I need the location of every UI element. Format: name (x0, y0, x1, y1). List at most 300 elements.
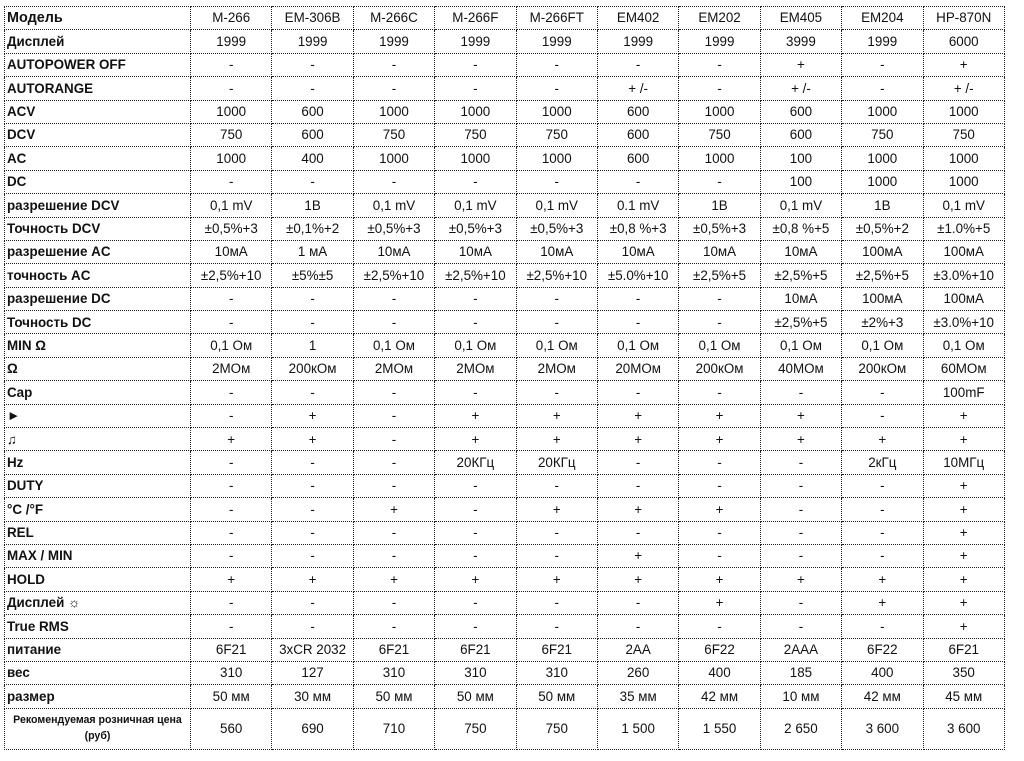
row-label: Дисплей (5, 30, 191, 53)
table-cell: - (191, 287, 272, 310)
table-cell: - (435, 498, 516, 521)
table-cell: - (842, 474, 923, 497)
table-cell: 600 (597, 100, 678, 123)
table-cell: 10мА (191, 240, 272, 263)
table-cell: - (272, 521, 353, 544)
table-cell: 750 (923, 123, 1004, 146)
table-cell: - (842, 544, 923, 567)
row-label: AUTORANGE (5, 77, 191, 100)
table-cell: 6F22 (842, 638, 923, 661)
table-cell: 10мА (760, 240, 841, 263)
table-cell: 10 мм (760, 685, 841, 708)
table-cell: - (679, 53, 760, 76)
row-label: вес (5, 661, 191, 684)
row-label: ► (5, 404, 191, 427)
table-cell: 50 мм (191, 685, 272, 708)
table-cell: 1000 (842, 100, 923, 123)
table-cell: ±2,5%+10 (435, 264, 516, 287)
table-cell: ±2,5%+5 (760, 311, 841, 334)
table-cell: ±2%+3 (842, 311, 923, 334)
table-cell: 127 (272, 661, 353, 684)
table-row (5, 615, 1005, 638)
table-cell: - (272, 498, 353, 521)
table-cell: 0,1 Ом (516, 334, 597, 357)
table-cell: - (272, 544, 353, 567)
table-cell: 100 (760, 170, 841, 193)
table-cell: - (842, 404, 923, 427)
header-cell-label: Модель (5, 7, 191, 30)
table-cell: + (923, 591, 1004, 614)
table-cell: 42 мм (679, 685, 760, 708)
table-cell: 10МГц (923, 451, 1004, 474)
table-cell: 6000 (923, 30, 1004, 53)
table-cell: - (679, 451, 760, 474)
table-cell: + (842, 428, 923, 451)
table-cell: ±3.0%+10 (923, 264, 1004, 287)
table-cell: + (679, 498, 760, 521)
table-row (5, 591, 1005, 614)
table-cell: 1999 (842, 30, 923, 53)
table-cell: - (191, 381, 272, 404)
table-row (5, 334, 1005, 357)
row-label: разрешение AC (5, 240, 191, 263)
table-cell: 600 (597, 147, 678, 170)
table-cell: - (760, 544, 841, 567)
table-cell: - (597, 287, 678, 310)
table-cell: - (516, 77, 597, 100)
table-cell: 0,1 Ом (353, 334, 434, 357)
table-cell: 1В (679, 194, 760, 217)
table-cell: + (516, 428, 597, 451)
table-cell: 260 (597, 661, 678, 684)
table-row (5, 287, 1005, 310)
table-cell: - (435, 77, 516, 100)
table-cell: 1 500 (597, 708, 678, 749)
table-cell: 1000 (353, 147, 434, 170)
row-label: DUTY (5, 474, 191, 497)
table-cell: - (353, 53, 434, 76)
table-cell: - (679, 521, 760, 544)
table-cell: - (516, 591, 597, 614)
header-cell-model: EM202 (679, 7, 760, 30)
table-cell: 0,1 Ом (597, 334, 678, 357)
table-cell: + (597, 498, 678, 521)
table-cell: 3xCR 2032 (272, 638, 353, 661)
table-cell: 50 мм (516, 685, 597, 708)
table-cell: 0,1 mV (191, 194, 272, 217)
header-row (5, 7, 1005, 30)
table-cell: ±0,5%+3 (435, 217, 516, 240)
table-row (5, 77, 1005, 100)
table-cell: 100мА (923, 287, 1004, 310)
row-label: ♫ (5, 428, 191, 451)
table-cell: - (353, 521, 434, 544)
row-label: MIN Ω (5, 334, 191, 357)
table-row (5, 30, 1005, 53)
table-cell: ±5.0%+10 (597, 264, 678, 287)
table-cell: 6F21 (191, 638, 272, 661)
table-cell: 2 650 (760, 708, 841, 749)
table-row (5, 521, 1005, 544)
table-cell: - (597, 591, 678, 614)
row-label: Ω (5, 357, 191, 380)
table-cell: - (353, 615, 434, 638)
table-cell: 0,1 mV (435, 194, 516, 217)
table-row (5, 428, 1005, 451)
table-cell: 6F21 (435, 638, 516, 661)
table-cell: - (435, 170, 516, 193)
table-cell: - (272, 474, 353, 497)
table-cell: - (272, 170, 353, 193)
table-cell: 1В (842, 194, 923, 217)
table-cell: 3 600 (842, 708, 923, 749)
table-cell: + (760, 404, 841, 427)
table-cell: 20КГц (516, 451, 597, 474)
table-cell: ±0,8 %+3 (597, 217, 678, 240)
row-label: HOLD (5, 568, 191, 591)
row-label: DCV (5, 123, 191, 146)
table-cell: 185 (760, 661, 841, 684)
table-cell: - (842, 77, 923, 100)
table-cell: 42 мм (842, 685, 923, 708)
table-cell: - (435, 287, 516, 310)
table-cell: 690 (272, 708, 353, 749)
table-cell: ±2,5%+10 (516, 264, 597, 287)
table-cell: - (353, 404, 434, 427)
table-cell: - (272, 311, 353, 334)
table-cell: - (516, 287, 597, 310)
table-cell: 1000 (353, 100, 434, 123)
table-row (5, 661, 1005, 684)
table-cell: 30 мм (272, 685, 353, 708)
table-cell: 10мА (353, 240, 434, 263)
table-cell: 2AA (597, 638, 678, 661)
table-cell: ±5%±5 (272, 264, 353, 287)
table-cell: 1В (272, 194, 353, 217)
table-cell: - (516, 170, 597, 193)
row-label: Дисплей ☼ (5, 591, 191, 614)
table-cell: 1999 (272, 30, 353, 53)
table-cell: - (516, 615, 597, 638)
table-cell: 0,1 mV (923, 194, 1004, 217)
table-cell: - (435, 544, 516, 567)
table-cell: - (191, 311, 272, 334)
table-cell: - (191, 170, 272, 193)
table-cell: 100mF (923, 381, 1004, 404)
table-cell: 20КГц (435, 451, 516, 474)
table-cell: - (435, 311, 516, 334)
table-cell: + (679, 404, 760, 427)
comparison-table-container (4, 6, 1005, 750)
table-cell: - (191, 451, 272, 474)
table-cell: 10мА (435, 240, 516, 263)
table-cell: 10мА (679, 240, 760, 263)
table-cell: + (923, 615, 1004, 638)
table-row (5, 451, 1005, 474)
table-cell: - (679, 287, 760, 310)
row-label: AUTOPOWER OFF (5, 53, 191, 76)
table-cell: - (435, 591, 516, 614)
table-cell: 350 (923, 661, 1004, 684)
table-cell: - (516, 544, 597, 567)
table-cell: 0,1 Ом (679, 334, 760, 357)
table-cell: 750 (435, 123, 516, 146)
table-cell: - (760, 381, 841, 404)
table-cell: 400 (679, 661, 760, 684)
table-cell: 2МОм (191, 357, 272, 380)
table-cell: 400 (842, 661, 923, 684)
table-cell: + (760, 53, 841, 76)
table-cell: - (597, 381, 678, 404)
table-cell: + (516, 404, 597, 427)
table-cell: - (191, 544, 272, 567)
table-cell: 100мА (842, 287, 923, 310)
table-cell: - (191, 53, 272, 76)
table-cell: 1999 (435, 30, 516, 53)
table-cell: - (842, 53, 923, 76)
table-cell: 50 мм (353, 685, 434, 708)
table-cell: - (760, 451, 841, 474)
table-cell: ±1.0%+5 (923, 217, 1004, 240)
table-cell: - (597, 53, 678, 76)
table-cell: + (191, 568, 272, 591)
table-cell: 3 600 (923, 708, 1004, 749)
table-row (5, 404, 1005, 427)
table-cell: + (353, 568, 434, 591)
table-cell: 1000 (923, 170, 1004, 193)
row-label: точность AC (5, 264, 191, 287)
table-row (5, 217, 1005, 240)
table-cell: - (597, 615, 678, 638)
table-cell: + (923, 521, 1004, 544)
table-cell: + (923, 498, 1004, 521)
row-label: AC (5, 147, 191, 170)
table-cell: ±0,5%+3 (353, 217, 434, 240)
table-cell: - (516, 53, 597, 76)
table-cell: + (597, 404, 678, 427)
table-cell: - (435, 381, 516, 404)
table-row (5, 170, 1005, 193)
table-cell: 1 (272, 334, 353, 357)
table-cell: - (516, 311, 597, 334)
table-cell: 100 (760, 147, 841, 170)
table-cell: + (842, 568, 923, 591)
row-label: MAX / MIN (5, 544, 191, 567)
table-cell: 0,1 Ом (435, 334, 516, 357)
table-cell: 710 (353, 708, 434, 749)
table-cell: 750 (191, 123, 272, 146)
table-cell: ±0,5%+3 (679, 217, 760, 240)
table-cell: - (435, 474, 516, 497)
table-cell: - (353, 428, 434, 451)
table-cell: 6F22 (679, 638, 760, 661)
row-label: Hz (5, 451, 191, 474)
table-cell: + (516, 498, 597, 521)
table-cell: - (679, 615, 760, 638)
table-row (5, 194, 1005, 217)
table-cell: 310 (353, 661, 434, 684)
table-cell: - (842, 381, 923, 404)
table-cell: 1999 (597, 30, 678, 53)
table-cell: 0.1 mV (597, 194, 678, 217)
table-cell: + (679, 591, 760, 614)
table-cell: 310 (191, 661, 272, 684)
table-cell: 0,1 Ом (760, 334, 841, 357)
table-cell: - (760, 521, 841, 544)
table-cell: ±2,5%+5 (679, 264, 760, 287)
table-row (5, 638, 1005, 661)
table-cell: - (353, 311, 434, 334)
table-cell: + (272, 428, 353, 451)
table-cell: + (760, 428, 841, 451)
table-cell: 10мА (516, 240, 597, 263)
table-row (5, 708, 1005, 749)
table-row (5, 474, 1005, 497)
table-cell: 600 (597, 123, 678, 146)
header-cell-model: EM405 (760, 7, 841, 30)
table-cell: ±0,1%+2 (272, 217, 353, 240)
table-row (5, 498, 1005, 521)
table-row (5, 357, 1005, 380)
table-cell: 600 (760, 100, 841, 123)
table-cell: + (435, 404, 516, 427)
table-cell: - (597, 474, 678, 497)
table-cell: 0,1 Ом (923, 334, 1004, 357)
table-cell: + (272, 404, 353, 427)
table-cell: ±0,8 %+5 (760, 217, 841, 240)
table-cell: 560 (191, 708, 272, 749)
row-label: True RMS (5, 615, 191, 638)
table-cell: 50 мм (435, 685, 516, 708)
table-cell: ±0,5%+2 (842, 217, 923, 240)
row-label: REL (5, 521, 191, 544)
header-cell-model: EM402 (597, 7, 678, 30)
table-cell: - (760, 498, 841, 521)
table-cell: + (923, 53, 1004, 76)
table-row (5, 100, 1005, 123)
table-cell: + (272, 568, 353, 591)
table-cell: - (272, 77, 353, 100)
table-row (5, 53, 1005, 76)
table-row (5, 311, 1005, 334)
row-label: Рекомендуемая розничная цена (руб) (5, 708, 191, 749)
row-label: разрешение DCV (5, 194, 191, 217)
table-cell: - (842, 498, 923, 521)
table-cell: - (679, 474, 760, 497)
table-cell: - (353, 591, 434, 614)
table-cell: - (191, 474, 272, 497)
table-cell: 2МОм (435, 357, 516, 380)
table-cell: 1000 (842, 170, 923, 193)
table-cell: - (272, 381, 353, 404)
table-cell: - (353, 287, 434, 310)
table-cell: 310 (516, 661, 597, 684)
table-cell: 200кОм (842, 357, 923, 380)
table-cell: 3999 (760, 30, 841, 53)
table-cell: 1999 (679, 30, 760, 53)
table-row (5, 685, 1005, 708)
table-cell: + (923, 428, 1004, 451)
table-cell: - (272, 591, 353, 614)
table-cell: 750 (435, 708, 516, 749)
table-cell: 2МОм (353, 357, 434, 380)
table-cell: 2кГц (842, 451, 923, 474)
table-cell: - (191, 77, 272, 100)
table-cell: + (923, 544, 1004, 567)
table-cell: 1000 (191, 147, 272, 170)
table-cell: 10мА (760, 287, 841, 310)
table-cell: - (842, 521, 923, 544)
row-label: размер (5, 685, 191, 708)
table-cell: 0,1 Ом (842, 334, 923, 357)
table-cell: 750 (516, 708, 597, 749)
table-cell: 1000 (679, 100, 760, 123)
table-cell: 400 (272, 147, 353, 170)
table-row (5, 240, 1005, 263)
table-cell: 6F21 (923, 638, 1004, 661)
table-cell: ±3.0%+10 (923, 311, 1004, 334)
table-cell: - (272, 53, 353, 76)
table-cell: 1000 (435, 147, 516, 170)
multimeter-comparison-table (4, 6, 1005, 750)
table-cell: - (679, 381, 760, 404)
table-cell: - (760, 474, 841, 497)
table-cell: ±2,5%+10 (353, 264, 434, 287)
row-label: Точность DCV (5, 217, 191, 240)
table-cell: 6F21 (353, 638, 434, 661)
table-cell: 1000 (923, 100, 1004, 123)
table-cell: 750 (353, 123, 434, 146)
table-cell: 200кОм (679, 357, 760, 380)
table-cell: + (597, 428, 678, 451)
table-cell: - (353, 170, 434, 193)
table-cell: + (435, 428, 516, 451)
table-cell: - (516, 381, 597, 404)
table-cell: - (191, 615, 272, 638)
table-cell: 60МОм (923, 357, 1004, 380)
table-cell: ±2,5%+5 (842, 264, 923, 287)
table-cell: - (353, 381, 434, 404)
table-cell: + (842, 591, 923, 614)
table-cell: 6F21 (516, 638, 597, 661)
table-cell: + /- (760, 77, 841, 100)
table-cell: 2AAA (760, 638, 841, 661)
header-cell-model: EM-306B (272, 7, 353, 30)
table-cell: + (353, 498, 434, 521)
table-cell: - (842, 615, 923, 638)
table-cell: ±0,5%+3 (516, 217, 597, 240)
table-cell: - (191, 521, 272, 544)
table-cell: + (679, 428, 760, 451)
table-cell: ±2,5%+10 (191, 264, 272, 287)
row-label: разрешение DC (5, 287, 191, 310)
table-cell: 1000 (679, 147, 760, 170)
table-cell: - (679, 170, 760, 193)
table-cell: 750 (679, 123, 760, 146)
table-cell: 2МОм (516, 357, 597, 380)
table-cell: 100мА (923, 240, 1004, 263)
table-cell: - (353, 451, 434, 474)
table-cell: 35 мм (597, 685, 678, 708)
table-cell: 200кОм (272, 357, 353, 380)
table-cell: 1000 (516, 147, 597, 170)
row-label: ACV (5, 100, 191, 123)
table-cell: 600 (760, 123, 841, 146)
table-cell: 1000 (842, 147, 923, 170)
table-cell: 1000 (191, 100, 272, 123)
table-cell: - (272, 451, 353, 474)
table-cell: 1 550 (679, 708, 760, 749)
